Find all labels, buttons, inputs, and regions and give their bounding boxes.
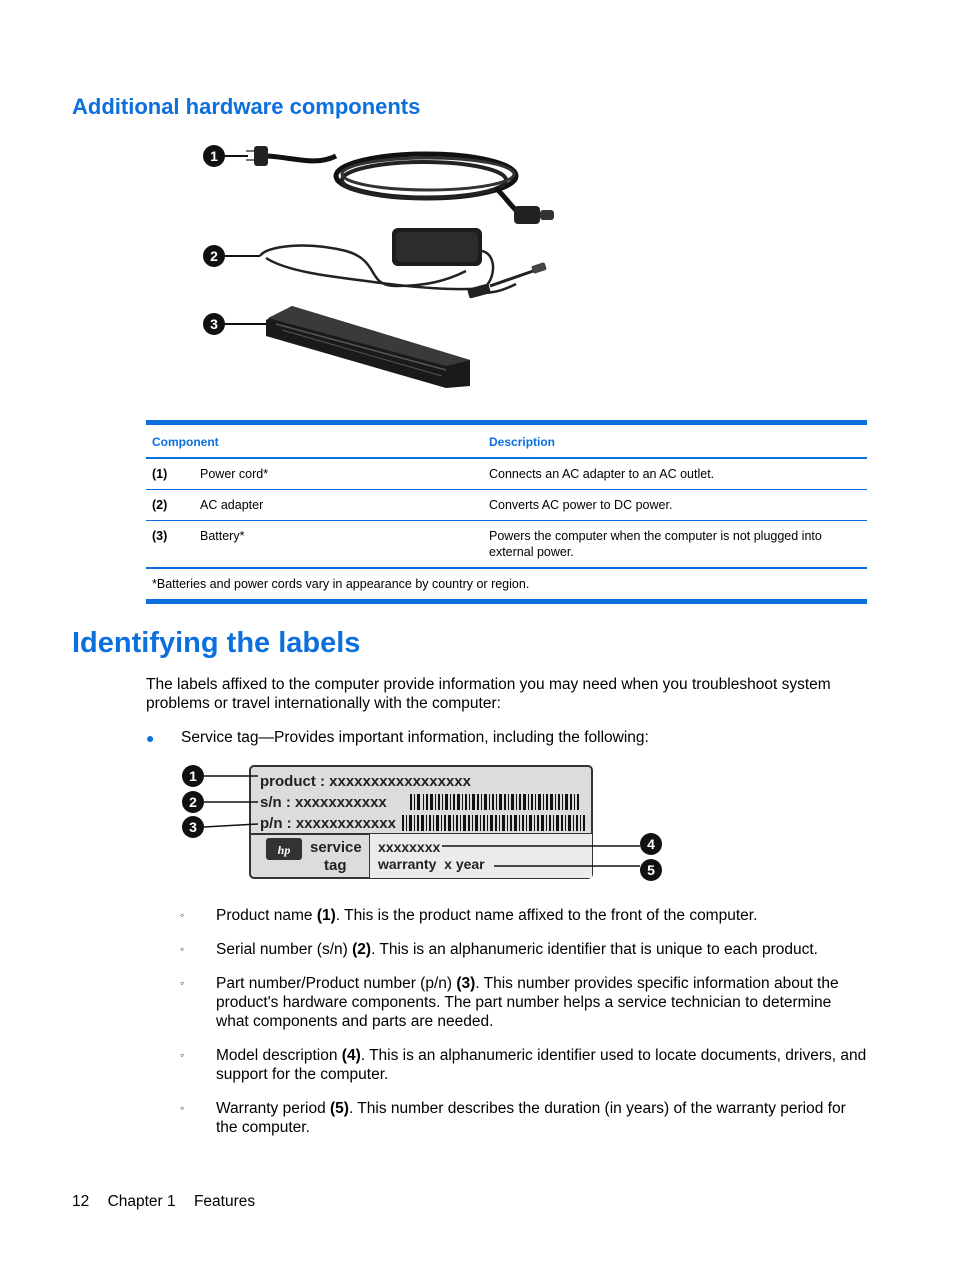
list-item: Part number/Product number (p/n) (3). This number provides specific information about the product's hardware components. The part number helps a service technician to determine what components and parts are needed. bbox=[216, 975, 839, 1030]
list-item: Serial number (s/n) (2). This is an alphanumeric identifier that is unique to each product. bbox=[216, 941, 818, 958]
callout-2 bbox=[203, 245, 260, 267]
sub-bullet-icon: ◦ bbox=[180, 976, 185, 990]
callout-3 bbox=[203, 313, 266, 335]
page-number: 12 bbox=[72, 1193, 90, 1210]
callout-3 bbox=[182, 816, 258, 838]
power-cord-image bbox=[246, 146, 554, 224]
table-row bbox=[146, 490, 867, 521]
svg-text:3: 3 bbox=[189, 819, 197, 835]
svg-text:1: 1 bbox=[189, 768, 197, 784]
table-footnote: *Batteries and power cords vary in appearance by country or region. bbox=[146, 568, 867, 602]
table-row bbox=[146, 458, 867, 490]
hardware-components-figure bbox=[196, 136, 576, 396]
row-description: Connects an AC adapter to an AC outlet. bbox=[483, 458, 867, 490]
callout-2 bbox=[182, 791, 258, 813]
service-tag-figure bbox=[180, 762, 666, 886]
label-warranty-text: warranty x year bbox=[378, 856, 485, 872]
sub-bullet-icon: ◦ bbox=[180, 1048, 185, 1062]
intro-paragraph: The labels affixed to the computer provide information you may need when you troubleshoot system problems or travel internationally with the computer: bbox=[146, 676, 831, 712]
svg-text:hp: hp bbox=[277, 843, 291, 857]
row-number: (2) bbox=[146, 490, 194, 521]
label-tag-text: tag bbox=[324, 857, 347, 874]
row-number: (3) bbox=[146, 521, 194, 569]
callout-1 bbox=[182, 765, 258, 787]
row-description: Converts AC power to DC power. bbox=[483, 490, 867, 521]
row-component: AC adapter bbox=[194, 490, 483, 521]
label-sn-text: s/n : xxxxxxxxxxx bbox=[260, 794, 387, 811]
svg-text:3: 3 bbox=[210, 316, 218, 332]
svg-text:1: 1 bbox=[210, 148, 218, 164]
svg-text:5: 5 bbox=[647, 862, 655, 878]
list-item: Model description (4). This is an alphanumeric identifier used to locate documents, drivers, and support for the computer. bbox=[216, 1047, 867, 1083]
chapter-title: Features bbox=[193, 1193, 256, 1210]
table-row bbox=[146, 521, 867, 569]
label-product-text: product : xxxxxxxxxxxxxxxxx bbox=[260, 773, 471, 790]
page-heading: Identifying the labels bbox=[72, 627, 361, 659]
header-description: Description bbox=[483, 423, 867, 459]
battery-image bbox=[266, 306, 470, 388]
header-component: Component bbox=[146, 423, 483, 459]
section-title: Additional hardware components bbox=[72, 94, 421, 119]
row-description: Powers the computer when the computer is not plugged into external power. bbox=[483, 521, 867, 569]
bullet-dot-icon: ● bbox=[146, 730, 155, 746]
label-service-text: service bbox=[310, 839, 362, 856]
label-model-text: xxxxxxxx bbox=[378, 839, 441, 855]
ac-adapter-image bbox=[260, 228, 547, 299]
table-footnote-row bbox=[146, 568, 867, 602]
row-component: Battery* bbox=[194, 521, 483, 569]
list-item: Product name (1). This is the product name affixed to the front of the computer. bbox=[216, 907, 758, 924]
sub-bullet-icon: ◦ bbox=[180, 1101, 185, 1115]
sub-bullet-icon: ◦ bbox=[180, 942, 185, 956]
components-table bbox=[146, 420, 867, 604]
row-number: (1) bbox=[146, 458, 194, 490]
callout-1 bbox=[203, 145, 248, 167]
bullet-service-tag: Service tag—Provides important information, including the following: bbox=[181, 729, 649, 746]
svg-text:2: 2 bbox=[210, 248, 218, 264]
row-component: Power cord* bbox=[194, 458, 483, 490]
chapter-label: Chapter 1 bbox=[107, 1193, 176, 1210]
svg-text:2: 2 bbox=[189, 794, 197, 810]
sub-bullet-icon: ◦ bbox=[180, 908, 185, 922]
svg-text:4: 4 bbox=[647, 836, 655, 852]
page-footer bbox=[72, 1193, 269, 1211]
label-pn-text: p/n : xxxxxxxxxxxx bbox=[260, 815, 396, 832]
list-item: Warranty period (5). This number describes the duration (in years) of the warranty period for the computer. bbox=[216, 1100, 846, 1136]
